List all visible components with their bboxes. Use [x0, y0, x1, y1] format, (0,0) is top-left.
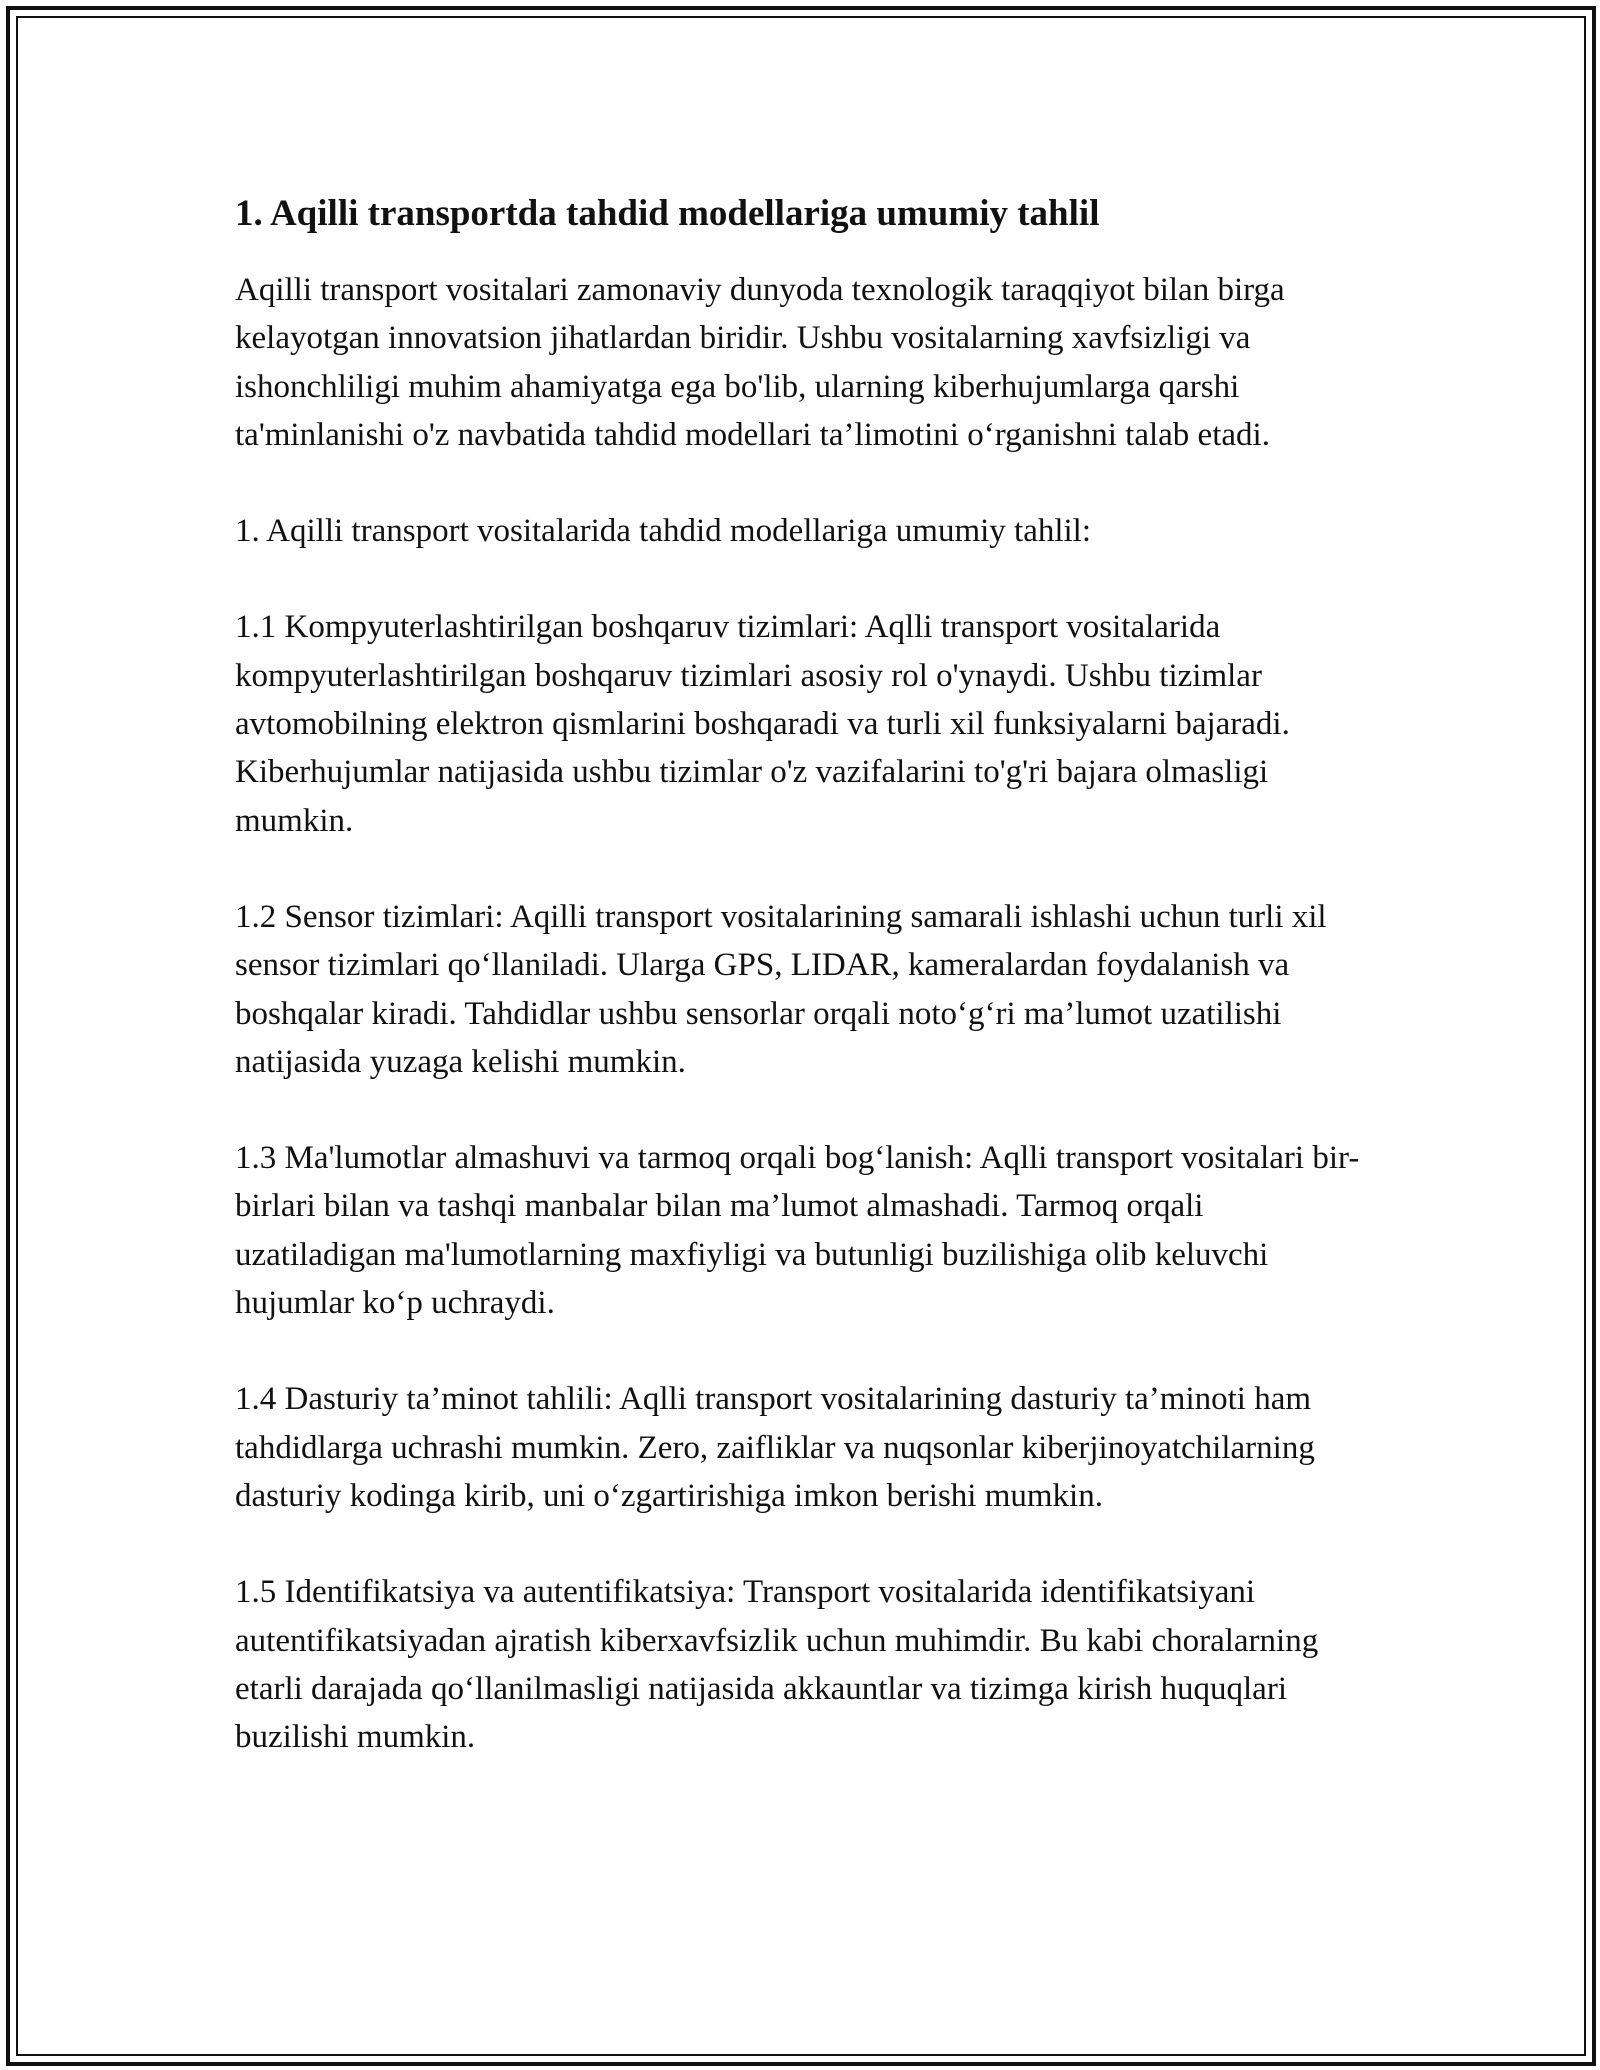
paragraph-1-3: 1.3 Ma'lumotlar almashuvi va tarmoq orqali bog‘lanish: Aqlli transport vositalari bir-birlari bilan va tashqi manbalar bilan ma’lumot almashadi. Tarmoq orqali uzatiladigan ma'lumotlarning maxfiyligi va butunligi buzilishiga olib keluvchi hujumlar ko‘p uchraydi.	[235, 1140, 1360, 1322]
paragraph-1-5: 1.5 Identifikatsiya va autentifikatsiya: Transport vositalarida identifikatsiyani autentifikatsiyadan ajratish kiberxavfsizlik uchun muhimdir. Bu kabi choralarning etarli darajada qo‘llanilmasligi natijasida akkauntlar va tizimga kirish huquqlari buzilishi mumkin.	[235, 1574, 1319, 1756]
section-heading-paragraph: 1. Aqilli transport vositalarida tahdid modellariga umumiy tahlil:	[235, 513, 1092, 550]
document-title: 1. Aqilli transportda tahdid modellariga umumiy tahlil	[235, 193, 1100, 234]
paragraph-1-1: 1.1 Kompyuterlashtirilgan boshqaruv tizimlari: Aqlli transport vositalarida kompyuterlashtirilgan boshqaruv tizimlari asosiy rol o'ynaydi. Ushbu tizimlar avtomobilning elektron qismlarini boshqaradi va turli xil funksiyalarni bajaradi. Kiberhujumlar natijasida ushbu tizimlar o'z vazifalarini to'g'ri bajara olmasligi mumkin.	[235, 609, 1290, 839]
paragraph-1-4: 1.4 Dasturiy ta’minot tahlili: Aqlli transport vositalarining dasturiy ta’minoti ham tahdidlarga uchrashi mumkin. Zero, zaifliklar va nuqsonlar kiberjinoyatchilarning dasturiy kodinga kirib, uni o‘zgartirishiga imkon berishi mumkin.	[235, 1381, 1315, 1514]
paragraph-1-2: 1.2 Sensor tizimlari: Aqilli transport vositalarining samarali ishlashi uchun turli xil sensor tizimlari qo‘llaniladi. Ularga GPS, LIDAR, kameralardan foydalanish va boshqalar kiradi. Tahdidlar ushbu sensorlar orqali noto‘g‘ri ma’lumot uzatilishi natijasida yuzaga kelishi mumkin.	[235, 898, 1327, 1080]
intro-paragraph: Aqilli transport vositalari zamonaviy dunyoda texnologik taraqqiyot bilan birga kelayotgan innovatsion jihatlardan biridir. Ushbu vositalarning xavfsizligi va ishonchliligi muhim ahamiyatga ega bo'lib, ularning kiberhujumlarga qarshi ta'minlanishi o'z navbatida tahdid modellari ta’limotini o‘rganishni talab etadi.	[235, 272, 1285, 453]
document-body	[235, 188, 1365, 1761]
